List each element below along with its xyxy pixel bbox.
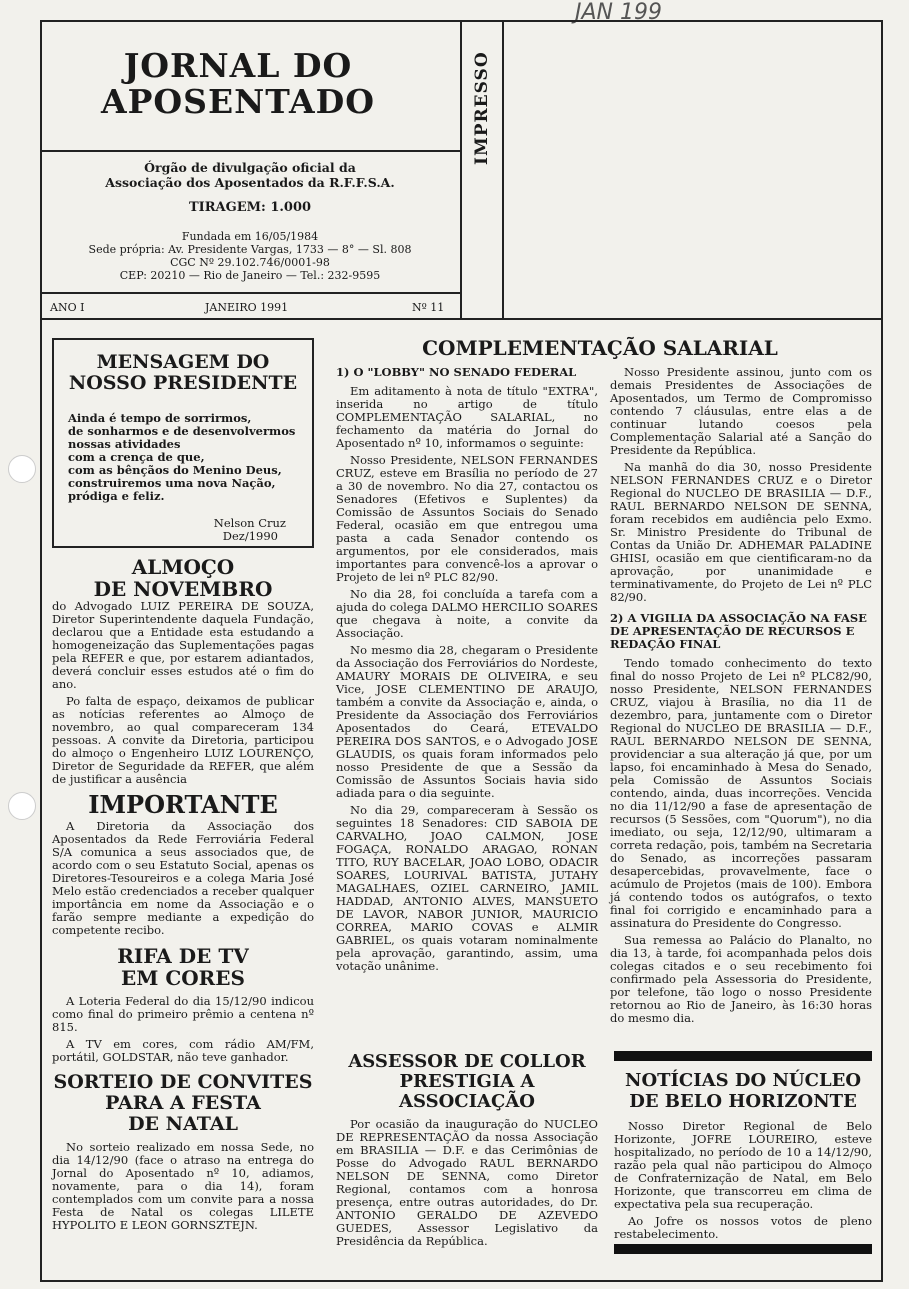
complementacao-paragraph: Tendo tomado conhecimento do texto final do nosso Projeto de Lei nº PLC82/90, nosso Presidente, NELSON FERNANDES CRUZ, viajou à Brasília, no dia 11 de dezembro, para, juntamente com o Diretor Regional do NUCLEO DE BRASILIA — D.F., RAUL BERNARDO NELSON DE SENNA, providenciar a sua alteração já que, por um lapso, foi encaminhado à Mesa do Senado, pela Comissão de Assuntos Sociais contendo, ainda, duas incorreções. Vencida no dia 11/12/90 a fase de apresentação de recursos (5 Sessões, com "Quorum"), no dia imediato, ou seja, 12/12/90, ultimaram a correta redação, pois, também na Secretaria do Senado, as incorreções passaram desapercebidas, provavelmente, face o acúmulo de Projetos (mais de 100). Embora já contendo todos os autógrafos, o texto final foi corrigido e encaminhado para a assinatura do Presidente do Congresso. — [610, 656, 872, 930]
impresso-label: IMPRESSO — [472, 51, 492, 165]
section-bar — [614, 1051, 872, 1061]
sorteio-text: No sorteio realizado em nossa Sede, no dia 14/12/90 (face o atraso na entrega do Jornal do Aposentado nº 10, adiamos, novamente, para o dia 14), foram contemplados com um convite para a nossa Festa de Natal os colegas LILETE HYPOLITO E LEON GORNSZTEJN. — [52, 1140, 314, 1232]
issue-year: ANO I — [50, 301, 85, 314]
organ-description: Órgão de divulgação oficial da Associação dos Aposentados da R.F.F.S.A. — [105, 160, 395, 190]
rifa-paragraph: A TV em cores, com rádio AM/FM, portátil, GOLDSTAR, não teve ganhador. — [52, 1037, 314, 1064]
section-bar — [614, 1244, 872, 1254]
assessor-title: ASSESSOR DE COLLOR PRESTIGIA A ASSOCIAÇÃO — [348, 1051, 586, 1112]
noticias-title: NOTÍCIAS DO NÚCLEO DE BELO HORIZONTE — [624, 1070, 861, 1112]
center-bottom-article — [336, 1052, 598, 1252]
show-through-area — [510, 28, 875, 313]
address-block: Fundada em 16/05/1984 Sede própria: Av. Presidente Vargas, 1733 — 8° — Sl. 808 CGC Nº 29.102.746/0001-98 CEP: 20210 — Rio de Janeiro — Tel.: 232-9595 — [88, 230, 412, 282]
message-text: Ainda é tempo de sorrirmos, de sonharmos e de desenvolvermos nossas atividades com a crença de que, com as bênçãos do Menino Deus, construiremos uma nova Nação, pródiga e feliz. — [68, 411, 296, 503]
complementacao-paragraph: Sua remessa ao Palácio do Planalto, no dia 13, à tarde, foi acompanhada pelos dois colegas citados e o seu recebimento foi confirmado pela Assessoria do Presidente, por telefone, tão logo o nosso Presidente retornou ao Rio de Janeiro, às 16:30 horas do mesmo dia. — [610, 933, 872, 1025]
vigilia-subtitle: 2) A VIGILIA DA ASSOCIAÇÃO NA FASE DE APRESENTAÇÃO DE RECURSOS E REDAÇÃO FINAL — [610, 611, 867, 651]
importante-title: IMPORTANTE — [88, 790, 278, 819]
handwritten-stamp: JAN 199 — [575, 0, 662, 25]
noticias-article — [614, 1070, 872, 1245]
masthead-divider — [460, 20, 462, 318]
complementacao-paragraph: Nosso Presidente assinou, junto com os demais Presidentes de Associações de Aposentados, um Termo de Compromisso contendo 7 cláusulas, entre elas a de continuar lutando coesos pela Complementação Salarial até a Sanção do Presidente da República. — [610, 365, 872, 457]
rifa-title: RIFA DE TV EM CORES — [117, 944, 249, 990]
message-signature: Nelson Cruz Dez/1990 — [213, 516, 286, 543]
complementacao-paragraph: Nosso Presidente, NELSON FERNANDES CRUZ, esteve em Brasília no período de 27 a 30 de novembro. No dia 27, contactou os Senadores (Efetivos e Suplentes) da Comissão de Assuntos Sociais do Senado Federal, ocasião em que entregou uma pasta a cada Senador contendo os argumentos, por ele considerados, mais importantes para convencê-los a aprovar o Projeto de lei nº PLC 82/90. — [336, 453, 598, 584]
masthead-divider — [502, 20, 504, 318]
complementacao-title: COMPLEMENTAÇÃO SALARIAL — [422, 336, 778, 360]
punch-hole — [8, 792, 36, 820]
complementacao-paragraph: Na manhã do dia 30, nosso Presidente NELSON FERNANDES CRUZ e o Diretor Regional do NUCLEO DE BRASILIA — D.F., RAUL BERNARDO NELSON DE SENNA, foram recebidos em audiência pelo Exmo. Sr. Ministro Presidente do Tribunal de Contas da União Dr. ADHEMAR PALADINE GHISI, ocasião em que cientificaram-no da aprovação, por unanimidade e terminativamente, do Projeto de Lei nº PLC 82/90. — [610, 460, 872, 604]
punch-hole — [8, 455, 36, 483]
center-column — [336, 366, 598, 977]
president-message-box — [52, 338, 314, 548]
tiragem: TIRAGEM: 1.000 — [188, 200, 312, 215]
almoco-paragraph: do Advogado LUIZ PEREIRA DE SOUZA, Diretor Superintendente daquela Fundação, declarou que a Entidade esta estudando a homogeneização das Suplementações pagas pela REFER e que, por estarem adiantados, deverá concluir esses estudos até o fim do ano. — [52, 599, 314, 691]
noticias-paragraph: Nosso Diretor Regional de Belo Horizonte, JOFRE LOUREIRO, esteve hospitalizado, no período de 10 a 14/12/90, razão pela qual não participou do Almoço de Confraternização de Natal, em Belo Horizonte, que transcorreu em clima de expectativa pela sua recuperação. — [614, 1119, 872, 1211]
complementacao-paragraph: Em aditamento à nota de título "EXTRA", inserida no artigo de título COMPLEMENTAÇÃO SALARIAL, no fechamento da matéria do Jornal do Aposentado nº 10, informamos o seguinte: — [336, 384, 598, 450]
issue-number: Nº 11 — [412, 301, 445, 314]
masthead-rule — [40, 150, 462, 152]
message-title: MENSAGEM DO NOSSO PRESIDENTE — [68, 351, 298, 394]
issue-date: JANEIRO 1991 — [205, 301, 289, 314]
right-column — [610, 366, 872, 1029]
masthead-rule — [40, 292, 462, 294]
assessor-text: Por ocasião da inauguração do NUCLEO DE REPRESENTAÇÃO da nossa Associação em BRASILIA — D.F. e das Cerimônias de Posse do Advogado RAUL BERNARDO NELSON DE SENNA, como Diretor Regional, contamos com a honrosa presença, entre outras autoridades, do Dr. ANTONIO GERALDO DE AZEVEDO GUEDES, Assessor Legislativo da Presidência da República. — [336, 1117, 598, 1248]
almoco-paragraph: Po falta de espaço, deixamos de publicar as notícias referentes ao Almoço de novembro, ao qual compareceram 134 pessoas. A convite da Diretoria, participou do almoço o Engenheiro LUIZ LOURENÇO, Diretor de Seguridade da REFER, que além de justificar a ausência — [52, 694, 314, 786]
left-column — [52, 556, 314, 1236]
complementacao-paragraph: No dia 29, compareceram à Sessão os seguintes 18 Senadores: CID SABOIA DE CARVALHO, JOAO CALMON, JOSE FOGAÇA, RONALDO ARAGAO, RONAN TITO, RUY BACELAR, JOAO LOBO, ODACIR SOARES, LOURIVAL BATISTA, JUTAHY MAGALHAES, OZIEL CARNEIRO, JAMIL HADDAD, ANTONIO ALVES, MANSUETO DE LAVOR, NABOR JUNIOR, MAURICIO CORREA, MARIO COVAS e ALMIR GABRIEL, os quais votaram nominalmente pela aprovação, garantindo, assim, uma votação unânime. — [336, 803, 598, 973]
rifa-paragraph: A Loteria Federal do dia 15/12/90 indicou como final do primeiro prêmio a centena nº 815. — [52, 994, 314, 1034]
almoco-title: ALMOÇO DE NOVEMBRO — [93, 555, 273, 601]
noticias-paragraph: Ao Jofre os nossos votos de pleno restabelecimento. — [614, 1214, 872, 1241]
complementacao-paragraph: No dia 28, foi concluída a tarefa com a ajuda do colega DALMO HERCILIO SOARES que chegava à noite, a convite da Associação. — [336, 587, 598, 640]
masthead-rule — [40, 318, 883, 320]
lobby-subtitle: 1) O "LOBBY" NO SENADO FEDERAL — [336, 365, 577, 379]
importante-text: A Diretoria da Associação dos Aposentados da Rede Ferroviária Federal S/A comunica a seus associados que, de acordo com o seu Estatuto Social, apenas os Diretores-Tesoureiros e a colega Maria José Melo estão credenciados a receber qualquer importância em nome da Associação e o farão sempre mediante a expedição do competente recibo. — [52, 819, 314, 937]
newspaper-title: JORNAL DO APOSENTADO — [100, 46, 376, 121]
sorteio-title: SORTEIO DE CONVITES PARA A FESTA DE NATAL — [53, 1071, 313, 1135]
complementacao-paragraph: No mesmo dia 28, chegaram o Presidente da Associação dos Ferroviários do Nordeste, AMAURY MORAIS DE OLIVEIRA, e seu Vice, JOSE CLEMENTINO DE ARAUJO, também a convite da Associação e, ainda, o Presidente da Associação dos Ferroviários Aposentados do Ceará, ETEVALDO PEREIRA DOS SANTOS, e o Advogado JOSE GLAUDIS, os quais foram informados pelo nosso Presidente de que a Sessão da Comissão de Assuntos Sociais havia sido adiada para o dia seguinte. — [336, 643, 598, 800]
